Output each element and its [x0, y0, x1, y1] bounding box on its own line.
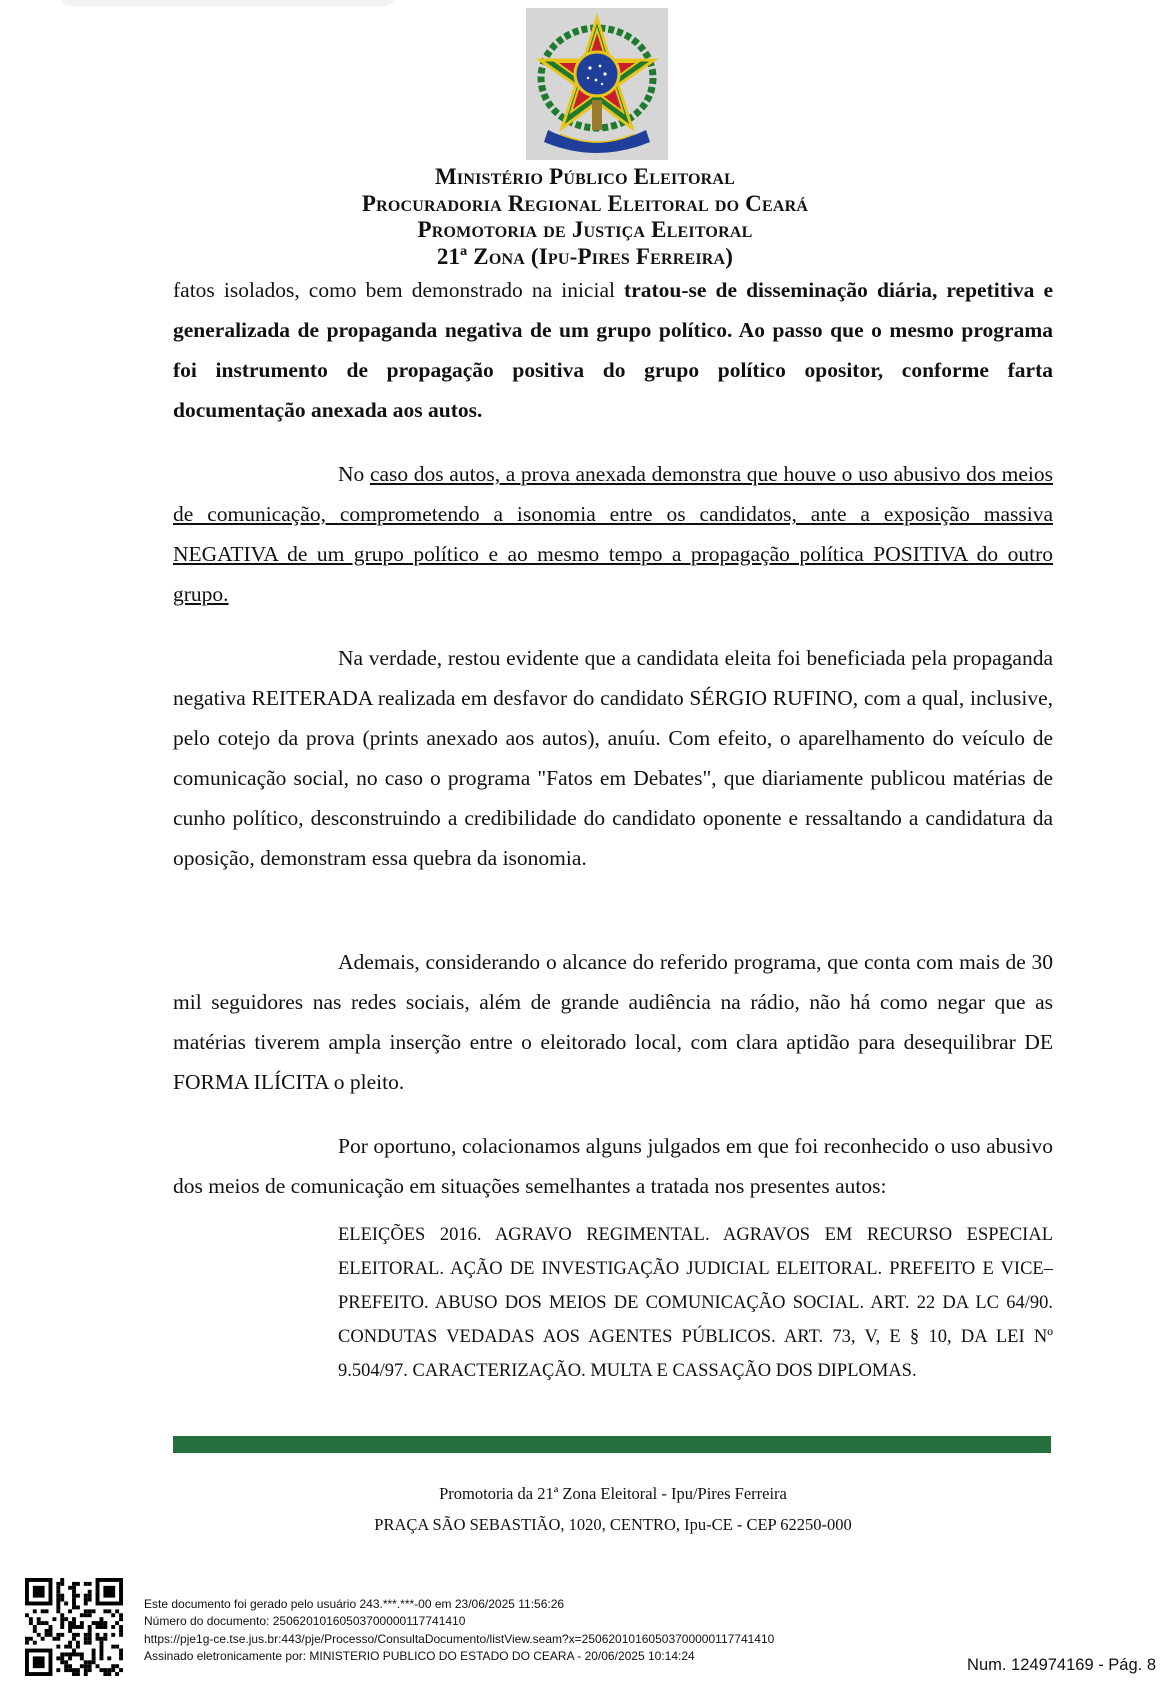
document-header: [0, 164, 1170, 270]
header-line-procuradoria: Procuradoria Regional Eleitoral do Ceará: [361, 190, 809, 216]
page-number: Num. 124974169 - Pág. 8: [967, 1656, 1156, 1674]
paragraph-4: [173, 942, 1053, 1102]
footer-address: PRAÇA SÃO SEBASTIÃO, 1020, CENTRO, Ipu-CE - CEP 62250-000: [374, 1515, 852, 1534]
footer-divider-bar: [173, 1436, 1051, 1453]
paragraph-5: [173, 1126, 1053, 1206]
meta-signed: Assinado eletronicamente por: MINISTERIO PUBLICO DO ESTADO DO CEARA - 20/06/2025 10:14:24: [144, 1649, 695, 1664]
header-line-zone: 21ª Zona (Ipu-Pires Ferreira): [436, 243, 734, 269]
paragraph-3: [173, 638, 1053, 878]
paragraph-1-plain: fatos isolados, como bem demonstrado na inicial: [173, 278, 625, 302]
paragraph-4-text: Ademais, considerando o alcance do referido programa, que conta com mais de 30 mil seguidores nas redes sociais, além de grande audiência na rádio, não há como negar que as matérias tiverem ampla inserção entre o eleitorado local, com clara aptidão para desequilibrar DE FORMA ILÍCITA o pleito.: [173, 950, 1053, 1094]
footer-office-name: Promotoria da 21ª Zona Eleitoral - Ipu/Pires Ferreira: [439, 1484, 787, 1503]
meta-document-number: Número do documento: 25062010160503700000117741410: [144, 1614, 466, 1629]
paragraph-2: [173, 454, 1053, 614]
brazil-coat-of-arms-emblem: [526, 8, 668, 160]
paragraph-2-lead: No: [338, 462, 370, 486]
electronic-signature-metadata: [144, 1596, 904, 1666]
paragraph-5-text: Por oportuno, colacionamos alguns julgados em que foi reconhecido o uso abusivo dos meios de comunicação em situações semelhantes a tratada nos presentes autos:: [173, 1134, 1053, 1198]
paragraph-1: [173, 270, 1053, 430]
meta-generated: Este documento foi gerado pelo usuário 243.***.***-00 em 23/06/2025 11:56:26: [144, 1597, 565, 1611]
coat-of-arms-icon: [526, 8, 668, 160]
paragraph-3-text: Na verdade, restou evidente que a candidata eleita foi beneficiada pela propaganda negativa REITERADA realizada em desfavor do candidato SÉRGIO RUFINO, com a qual, inclusive, pelo cotejo da prova (prints anexado aos autos), anuíu. Com efeito, o aparelhamento do veículo de comunicação social, no caso o programa "Fatos em Debates", que diariamente publicou matérias de cunho político, desconstruindo a credibilidade do candidato oponente e ressaltando a candidatura da oposição, demonstram essa quebra da isonomia.: [173, 646, 1053, 870]
paragraph-2-underlined: caso dos autos, a prova anexada demonstra que houve o uso abusivo dos meios de comunicação, comprometendo a isonomia entre os candidatos, ante a exposição massiva NEGATIVA de um grupo político e ao mesmo tempo a propagação política POSITIVA do outro grupo.: [173, 462, 1053, 606]
header-line-promotoria: Promotoria de Justiça Eleitoral: [417, 217, 753, 242]
meta-url[interactable]: https://pje1g-ce.tse.jus.br:443/pje/Processo/ConsultaDocumento/listView.seam?x=25062010160503700000117741410: [144, 1631, 775, 1646]
jurisprudence-quote: ELEIÇÕES 2016. AGRAVO REGIMENTAL. AGRAVOS EM RECURSO ESPECIAL ELEITORAL. AÇÃO DE INVESTIGAÇÃO JUDICIAL ELEITORAL. PREFEITO E VICE–PREFEITO. ABUSO DOS MEIOS DE COMUNICAÇÃO SOCIAL. ART. 22 DA LC 64/90. CONDUTAS VEDADAS AOS AGENTES PÚBLICOS. ART. 73, V, E § 10, DA LEI Nº 9.504/97. CARACTERIZAÇÃO. MULTA E CASSAÇÃO DOS DIPLOMAS.: [338, 1225, 1053, 1381]
qr-code-icon: [25, 1578, 123, 1676]
paragraph-1-bold: tratou-se de disseminação diária, repetitiva e generalizada de propaganda negativa de um grupo político. Ao passo que o mesmo programa foi instrumento de propagação positiva do grupo político opositor, conforme farta documentação anexada aos autos.: [173, 278, 1053, 422]
viewer-top-bar: [60, 0, 395, 6]
header-line-ministry: Ministério Público Eleitoral: [435, 164, 735, 189]
